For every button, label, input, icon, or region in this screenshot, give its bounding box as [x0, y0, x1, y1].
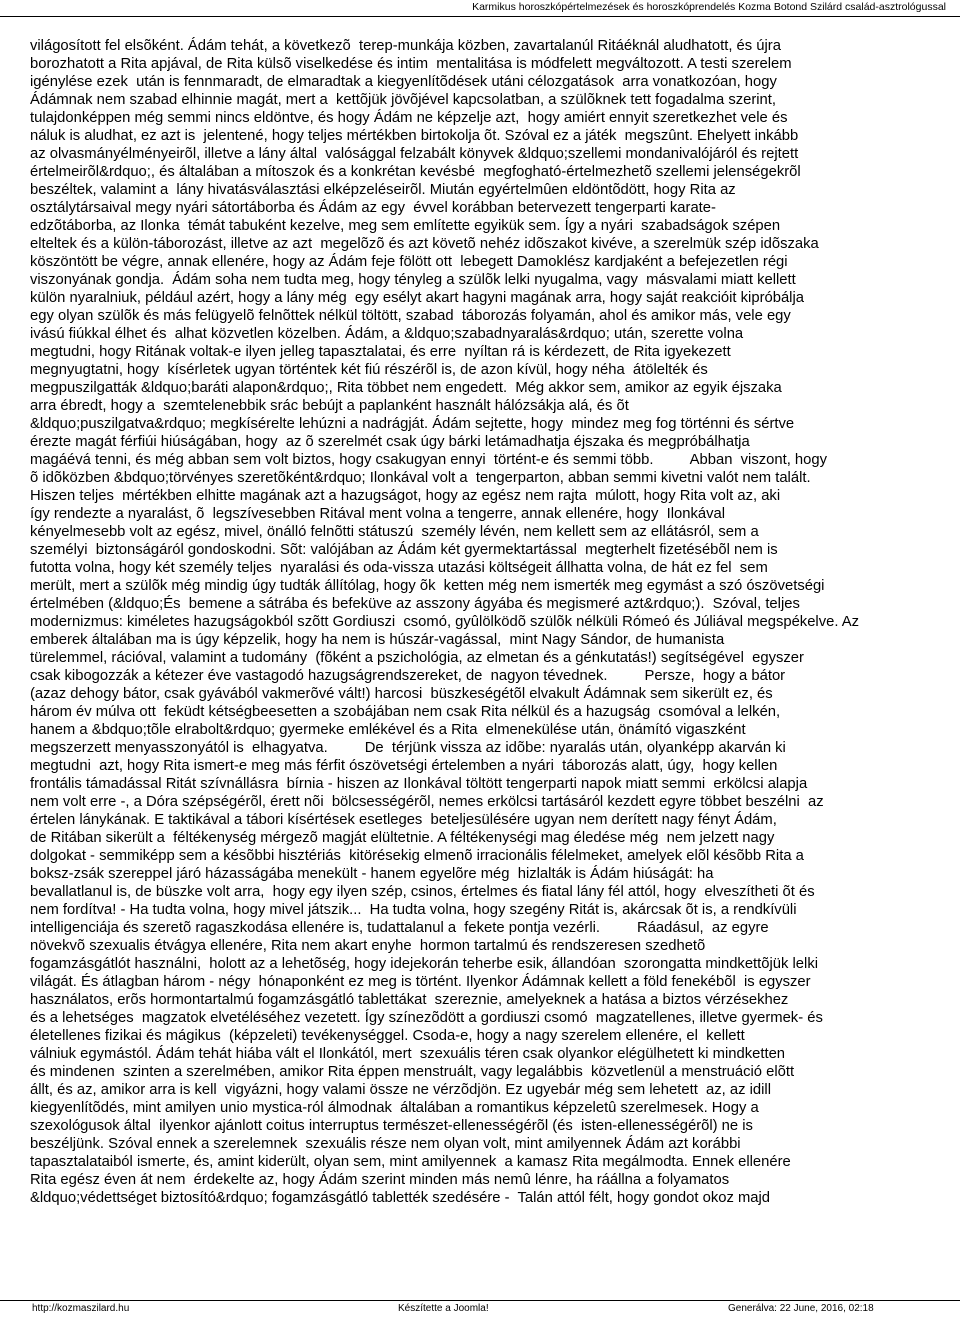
article-text-line: így rendezte a nyaralást, õ legszívesebben Ritával ment volna a tengerre, annak ellenére, hogy Ilonkával — [30, 506, 726, 522]
article-text-line: borozhatott a Rita apjával, de Rita külsõ viselkedése és intim mentalitása is módfelett megváltozott. A testi szerelem — [30, 56, 792, 72]
article-text-line: megnyugtatni, hogy kísérletek ugyan történtek két fiú részérõl is, de azon kívül, hogy néha átölelték és — [30, 362, 708, 378]
article-text-line: &ldquo;puszilgatva&rdquo; megkísérelte lehúzni a nadrágját. Ádám sejtette, hogy mindez meg fog történni és sértve — [30, 416, 795, 432]
article-text-line: egy olyan szülõk és más felügyelõ felnõttek nélkül töltött, szabad táborozás folyamán, ahol és amikor más, vele egy — [30, 308, 791, 324]
article-text-line: dolgokat - semmiképp sem a késõbbi hisztériás kitörésekig elmenõ irracionális félelmeket, amelyek elõl késõbb Rita a — [30, 848, 804, 864]
article-text-line: megtudni azt, hogy Rita ismert-e meg más férfit ószövetségi értelemben a nyári táborozás alatt, úgy, hogy kellen — [30, 758, 778, 774]
article-text-line: tulajdonképpen még semmi nincs eldöntve, és hogy Ádám ne képzelje azt, hogy amiért ennyit szeretkezhet vele és — [30, 110, 788, 126]
article-text-line: igénylése ezek után is fennmaradt, de elmaradtak a kiegyenlítõdések utáni célozgatások arra vonatkozóan, hogy — [30, 74, 777, 90]
article-text-line: &ldquo;védettséget biztosító&rdquo; fogamzásgátló tablették szedésére - Talán attól félt, hogy gondot okoz majd — [30, 1190, 771, 1206]
article-text-line: (azaz dehogy bátor, csak gyávából vakmerõvé vált!) harcosi büszkeségétõl elvakult Ádámnak sem sikerült ez, és — [30, 686, 773, 702]
article-text-line: három év múlva ott feküdt kétségbeesetten a szobájában nem csak Rita nélkül és a hazugság csomóval a lelkén, — [30, 704, 781, 720]
article-text-line: megtudni, hogy Ritának voltak-e ilyen jelleg tapasztalatai, és erre nyíltan rá is kérdezett, de Rita igyekezett — [30, 344, 731, 360]
article-text-line: életellenes fizikai és mágikus (képzeleti) tevékenységgel. Csoda-e, hogy a nagy szerelem ellenére, el kellett — [30, 1028, 745, 1044]
article-text-line: futotta volna, hogy két személy teljes nyaralási és oda-vissza utazási költségeit állhatta volna, de hát ez fel sem — [30, 560, 768, 576]
article-text-line: beszéljünk. Szóval ennek a szerelemnek szexuális része nem olyan volt, mint amilyennek Ádám azt korábbi — [30, 1136, 741, 1152]
article-text-line: de Ritában sikerült a féltékenység mérgezõ magját elültetnie. A féltékenységi mag éledése még nem jelzett nagy — [30, 830, 775, 846]
article-text-line: frontális támadással Ritát szívnállásra bírnia - hiszen az Ilonkával töltött tengerparti napok miatt semmi erkölcsi alapja — [30, 776, 808, 792]
article-text-line: értelmeirõl&rdquo;, és általában a mítoszok és a konkrétan kevésbé megfogható-értelmezhetõ szellemi jelenségekrõl — [30, 164, 801, 180]
article-text-line: növekvõ szexualis étvágya ellenére, Rita nem akart enyhe hormon tartalmú és rendszeresen szedhetõ — [30, 938, 706, 954]
footer-generated-date: Generálva: 22 June, 2016, 02:18 — [728, 1303, 874, 1314]
article-text-line: magáévá tenni, és még abban sem volt biztos, hogy csakugyan ennyi történt-e és semmi több. Abban viszont, hogy — [30, 452, 828, 468]
article-text-line: Hiszen teljes mértékben elhitte magának azt a hazugságot, hogy az egész nem rajta múlott, hogy Rita volt az, aki — [30, 488, 781, 504]
article-text-line: fogamzásgátlót használni, holott az a lehetõség, hogy idejekorán teherbe esik, állandóan szorongatta mindkettõjük lelki — [30, 956, 819, 972]
article-text-line: boksz-zsák szereppel járó házasságába menekült - hanem egyelõre még hizlalták is Ádám hiúságát: ha — [30, 866, 714, 882]
article-text-line: szexológusok által ilyenkor ajánlott coitus interruptus természet-ellenességérõl (és isten-ellenességérõl) ne is — [30, 1118, 753, 1134]
article-text-line: Rita egész éven át nem érdekelte az, hogy Ádám szerint minden más nemû lénre, ha ráállna a folyamatos — [30, 1172, 730, 1188]
article-text-line: bevallatlanul is, de büszke volt arra, hogy egy ilyen szép, csinos, értelmes és fiatal lány fél attól, hogy elveszítheti õt és — [30, 884, 815, 900]
article-text-line: beszéltek, valamint a lány hivatásválasztási elképzeléseirõl. Miután egyértelmûen eldöntõdött, hogy Rita az — [30, 182, 736, 198]
article-text-line: intelligenciája és szeretõ ragaszkodása ellenére is, tudattalanul a fekete pontja vezérli. Ráadásul, az egyre — [30, 920, 769, 936]
article-text-line: használatos, erõs hormontartalmú fogamzásgátló tablettákat szereznie, amelyeknek a hatása a biztos vérzésekhez — [30, 992, 789, 1008]
article-text-line: megszerzett menyasszonyától is elhagyatva. De térjünk vissza az idõbe: nyaralás után, olyanképp akarván ki — [30, 740, 786, 756]
article-text-line: tapasztalataiból ismerte, és, amint kiderült, olyan sem, mint amilyennek a kamasz Rita megálmodta. Ennek ellenére — [30, 1154, 791, 1170]
article-text-line: Ádámnak nem szabad elhinnie magát, mert a kettõjük jövõjével kapcsolatban, a szülõknek tett fogadalma szerint, — [30, 92, 777, 108]
article-text-line: nem fordítva! - Ha tudta volna, hogy mivel játszik... Ha tudta volna, hogy szegény Ritát is, akárcsak õt is, a rendkívüli — [30, 902, 797, 918]
article-text-line: és a lehetséges magzatok elvetéléséhez vezetett. Így színezõdött a gordiuszi csomó magzatellenes, illetve gyermek- és — [30, 1010, 823, 1026]
article-text-line: elteltek és a külön-táborozást, illetve az azt megelõzõ és azt követõ nehéz idõszakot kivéve, a szerelmük szép idõszaka — [30, 236, 819, 252]
article-text-line: köszöntött be végre, annak ellenére, hogy az Ádám feje fölött ott lebegett Damoklész kardjaként a befejezetlen régi — [30, 254, 788, 270]
article-text-line: az olvasmányélményeirõl, illetve a lány által valósággal felzabált könyvek &ldquo;szellemi mondanivalójáról és rejtett — [30, 146, 799, 162]
article-text-line: értelmében (&ldquo;És bemene a sátrába és befeküve az asszony ágyába és megismeré azt&rdquo;). Szóval, teljes — [30, 596, 800, 612]
article-text-line: kényelmesebb volt az egész, mivel, önálló felnõtti státuszú személy lévén, nem kellett sem az ellátásról, sem a — [30, 524, 759, 540]
article-text-line: emberek általában ma is úgy képzelik, hogy ha nem is húszár-vagással, mint Nagy Sándor, de humanista — [30, 632, 725, 648]
footer-credit: Készítette a Joomla! — [398, 1303, 489, 1314]
article-text-line: világát. És átlagban három - négy hónaponként ez meg is történt. Ilyenkor Ádámnak kellett a föld fenekébõl is egyszer — [30, 974, 811, 990]
article-text-line: kiegyenlítõdés, mint amilyen unio mystica-ról álmodnak általában a romantikus képzeletû szerelmesek. Hogy a — [30, 1100, 759, 1116]
article-text-line: edzõtáborba, az Ilonka témát tabuként kezelve, meg sem említette egyikük sem. Így a nyári szabadságok szépen — [30, 218, 781, 234]
article-text-line: és mindenen szinten a szerelmében, amikor Rita éppen menstruált, vagy legalábbis közvetlenül a menstruáció elõtt — [30, 1064, 795, 1080]
page-header — [0, 0, 960, 17]
article-text-line: állt, és az, amikor arra is kell vigyázni, hogy valami össze ne vérzõdjön. Ez ugyebár még sem lehetett az, az idill — [30, 1082, 771, 1098]
article-text-line: merült, mert a szülõk még mindig úgy tudták állítólag, hogy õk ketten még nem ismerték meg egymást a szó ószövetségi — [30, 578, 825, 594]
article-text-line: külön nyaralniuk, például azért, hogy a lány még egy esélyt akart hagyni magának arra, hogy saját reakcióit kipróbálja — [30, 290, 804, 306]
article-text-line: hanem a &bdquo;tõle elrabolt&rdquo; gyermeke emlékével és a Rita elmenekülése után, önámító vigaszként — [30, 722, 746, 738]
article-text-line: ivású fiúkkal élhet és alhat közvetlen közelben. Ádám, a &ldquo;szabadnyaralás&rdquo; után, szerette volna — [30, 326, 744, 342]
article-text-line: megpuszilgatták &ldquo;baráti alapon&rdquo;, Rita többet nem engedett. Még akkor sem, amikor az egyik éjszaka — [30, 380, 782, 396]
article-text-line: nem volt erre -, a Dóra szépségérõl, érett nõi bölcsességérõl, nemes erkölcsi tartásáról kezdett egyre többet beszélni az — [30, 794, 824, 810]
article-text-line: érezte magát férfiúi hiúságában, hogy az õ szerelmét csak úgy bárki letámadhatja éjszaka és megpróbálhatja — [30, 434, 750, 450]
article-text-line: osztálytársaival megy nyári sátortáborba és Ádám az egy évvel korábban betervezett tengerparti karate- — [30, 200, 716, 216]
article-text-line: világosított fel elsõként. Ádám tehát, a következõ terep-munkája közben, zavartalanúl Ritáéknál aludhatott, és újra — [30, 38, 781, 54]
article-text-line: arra ébredt, hogy a szemtelenebbik srác bebújt a paplanként használt hálózsákja alá, és õt — [30, 398, 629, 414]
article-text-line: modernizmus: kiméletes hazugságokból szõtt Gordiuszi csomó, gyûlölködõ szülõk nélküli Rómeó és Júliával megspékelve. Az — [30, 614, 860, 630]
article-text-line: válniuk egymástól. Ádám tehát hiába vált el Ilonkától, mert szexuális téren csak olyankor elégülhetett ki mindketten — [30, 1046, 786, 1062]
article-text-line: csak kibogozzák a kétezer éve vastagodó hazugságrendszereket, de nagyon tévednek. Persze, hogy a bátor — [30, 668, 786, 684]
article-text-line: türelemmel, rációval, valamint a tudomány (fõként a pszichológia, az elmetan és a génkutatás!) segítségével egyszer — [30, 650, 804, 666]
article-text-line: õ idõközben &bdquo;törvényes szeretõként&rdquo; Ilonkával volt a tengerparton, abban semmi kivetni valót nem talált. — [30, 470, 811, 486]
article-text-line: viszonyának gondja. Ádám soha nem tudta meg, hogy tényleg a szülõk lelki nyugalma, vagy másvalami miatt kellett — [30, 272, 796, 288]
article-body — [30, 37, 955, 1207]
page-footer — [0, 1300, 960, 1317]
article-text-line: értelen lánykának. E taktikával a tábori kísértések esetleges beteljesülésére ugyan nem derített nagy fényt Ádám, — [30, 812, 777, 828]
site-title: Karmikus horoszkópértelmezések és horoszkóprendelés Kozma Botond Szilárd család-asztrológussal — [472, 1, 946, 13]
article-text-line: személyi biztonságáról gondoskodni. Sõt: valójában az Ádám két gyermektartással megterhelt fizetésébõl nem is — [30, 542, 778, 558]
article-text-line: náluk is aludhat, ez azt is jelentené, hogy teljes mértékben birtokolja õt. Szóval ez a játék megszûnt. Ehelyett inkább — [30, 128, 799, 144]
footer-url[interactable]: http://kozmaszilard.hu — [32, 1303, 130, 1314]
